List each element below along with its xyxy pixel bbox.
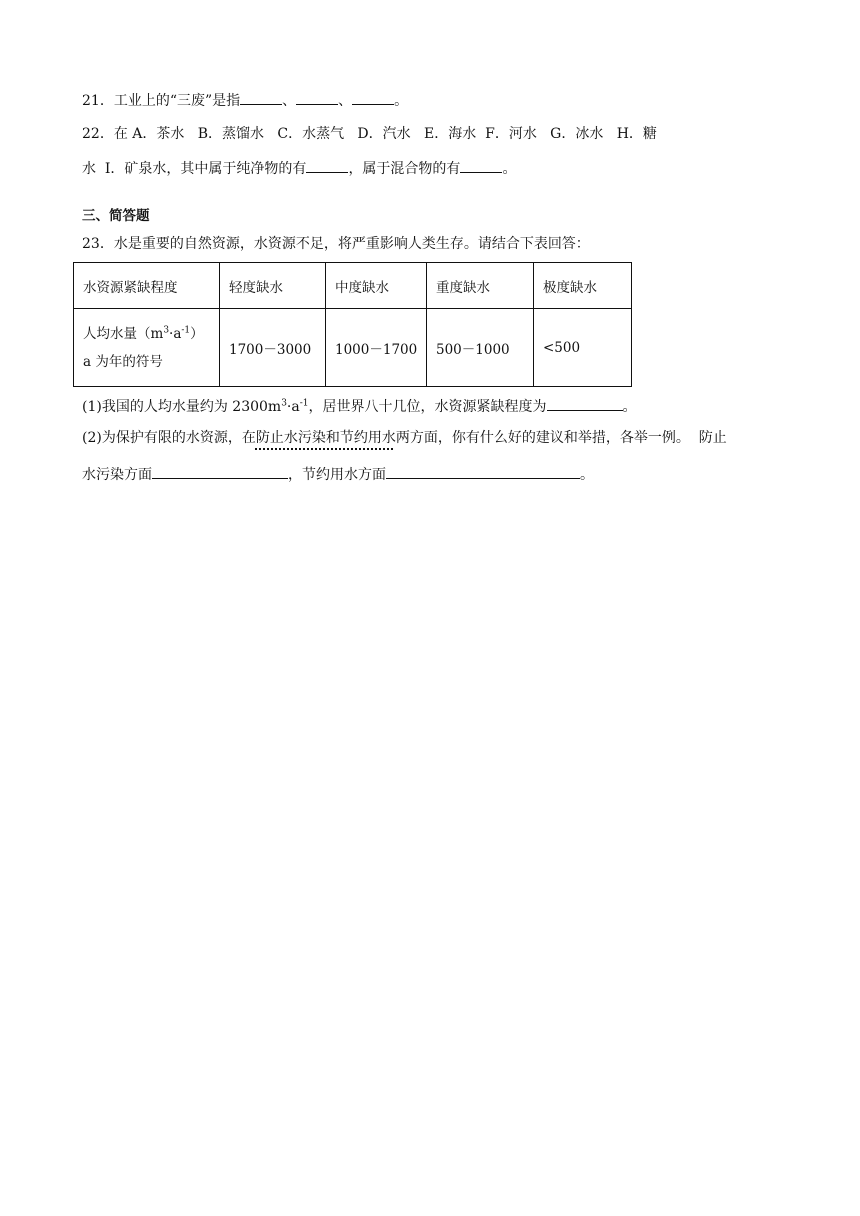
q21-sep-2: 、: [338, 93, 353, 109]
row-label-cell: [74, 309, 220, 387]
table-header-cell: 轻度缺水: [220, 263, 326, 309]
q23-scarcity-blank[interactable]: [547, 396, 623, 411]
q22-text-b: ，属于混合物的有: [348, 161, 461, 177]
row-label-line-2: a 为年的符号: [83, 353, 163, 370]
q21-blank-3[interactable]: [352, 90, 394, 105]
q22-text-a: 水 I．矿泉水，其中属于纯净物的有: [82, 161, 307, 177]
question-21: [82, 90, 408, 111]
table-header-cell: 极度缺水: [534, 263, 632, 309]
emphasis-dotted-text: 防止水污染和节约用水: [255, 430, 396, 446]
table-header-cell: 中度缺水: [326, 263, 427, 309]
row-label: [83, 320, 219, 376]
q22-end: 。: [502, 161, 517, 177]
table-cell: 1700－3000: [220, 309, 326, 387]
question-22-line-1: 22．在 A．茶水 B．蒸馏水 C．水蒸气 D．汽水 E．海水 F．河水 G．冰水 H．糖: [82, 126, 657, 142]
q22-pure-blank[interactable]: [306, 158, 348, 173]
question-23-intro: 23．水是重要的自然资源，水资源不足，将严重影响人类生存。请结合下表回答：: [82, 236, 590, 252]
q21-blank-1[interactable]: [240, 90, 282, 105]
q23-saving-blank[interactable]: [386, 464, 580, 479]
table-row: [74, 309, 632, 387]
table-header-row: [74, 263, 632, 309]
section-3-title: 三、简答题: [82, 208, 150, 224]
q21-end: 。: [394, 93, 409, 109]
question-23-part-2-answers: 水污染方面 ，节约用水方面 。: [82, 464, 594, 485]
q23-pollution-blank[interactable]: [152, 464, 288, 479]
q21-blank-2[interactable]: [296, 90, 338, 105]
q21-text: 21．工业上的“三废”是指: [82, 93, 241, 109]
question-23-part-2: (2)为保护有限的水资源，在防止水污染和节约用水两方面，你有什么好的建议和举措，各举一例。 防止: [82, 430, 727, 446]
q21-sep-1: 、: [282, 93, 297, 109]
table-cell: 1000－1700: [326, 309, 427, 387]
q22-mixture-blank[interactable]: [460, 158, 502, 173]
row-label-line-1: 人均水量$(m^3\cdot a^{-1})$: [83, 325, 204, 342]
table-cell: <500: [534, 309, 632, 387]
question-22-line-2: [82, 158, 516, 179]
table-cell: 500－1000: [427, 309, 534, 387]
table-header-cell: 水资源紧缺程度: [74, 263, 220, 309]
water-scarcity-table: [73, 262, 632, 387]
table-header-cell: 重度缺水: [427, 263, 534, 309]
question-23-part-1: (1)我国的人均水量约为 $2300m^3\cdot a^{-1}$，居世界八十几位，水资源紧缺程度为 。: [82, 396, 637, 417]
